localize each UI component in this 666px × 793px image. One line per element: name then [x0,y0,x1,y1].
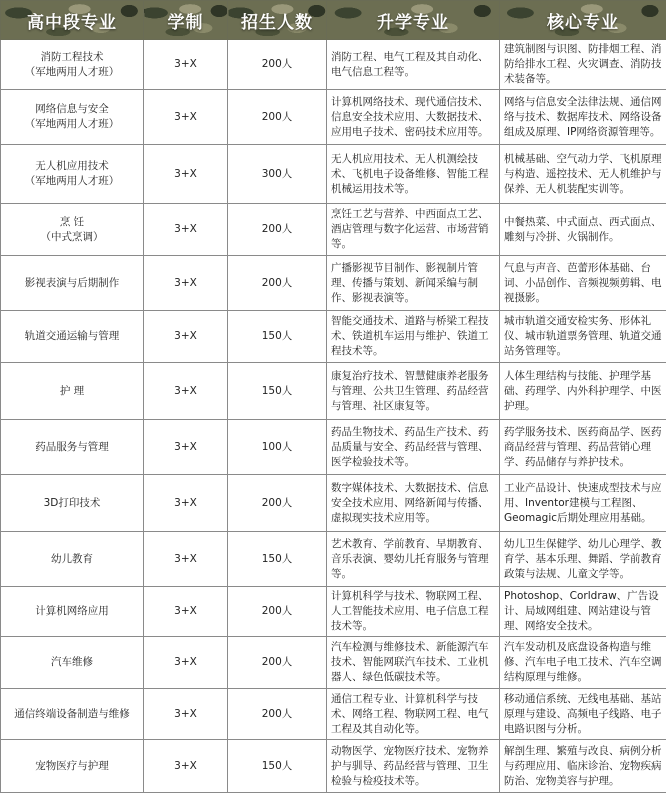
years-cell [144,40,228,90]
years-cell [144,256,228,311]
table-row [1,420,666,475]
years-value: 3+X [174,441,197,453]
table-row [1,475,666,532]
header-major: 高中段专业 [1,1,144,40]
further-text: 计算机网络技术、现代通信技术、信息安全技术应用、大数据技术、应用电子技术、密码技术应用等。 [331,96,489,138]
header-further: 升学专业 [327,1,500,40]
further-cell [327,363,500,420]
core-text: Photoshop、Corldraw、广告设计、局域网组建、网站建设与管理、网络安全技术。 [504,590,659,632]
years-cell [144,740,228,793]
count-value: 200人 [262,111,293,123]
count-value: 200人 [262,277,293,289]
major-cell [1,311,144,363]
count-cell [228,740,327,793]
further-text: 计算机科学与技术、物联网工程、人工智能技术应用、电子信息工程技术等。 [331,590,489,632]
core-cell [500,532,666,587]
core-cell [500,475,666,532]
further-text: 药品生物技术、药品生产技术、药品质量与安全、药品经营与管理、医学检验技术等。 [331,426,489,468]
count-value: 150人 [262,330,293,342]
major-cell [1,204,144,256]
years-cell [144,689,228,740]
years-cell [144,637,228,689]
major-cell [1,740,144,793]
major-subtitle: （军地两用人才班） [5,117,139,132]
core-cell [500,363,666,420]
further-text: 烹饪工艺与营养、中西面点工艺、酒店管理与数字化运营、市场营销等。 [331,208,489,250]
count-value: 300人 [262,168,293,180]
major-cell [1,363,144,420]
years-value: 3+X [174,497,197,509]
further-cell [327,204,500,256]
years-cell [144,532,228,587]
core-cell [500,311,666,363]
further-cell [327,689,500,740]
further-cell [327,256,500,311]
count-cell [228,363,327,420]
core-cell [500,637,666,689]
years-value: 3+X [174,58,197,70]
core-text: 城市轨道交通安检实务、形体礼仪、城市轨道票务管理、轨道交通站务管理等。 [504,315,662,357]
major-cell [1,145,144,204]
count-cell [228,637,327,689]
further-text: 康复治疗技术、智慧健康养老服务与管理、公共卫生管理、药品经营与管理、社区康复等。 [331,370,489,412]
core-text: 网络与信息安全法律法规、通信网络与技术、数据库技术、网络设备组成及原理、IP网络资源管理等。 [504,96,662,138]
table-row [1,256,666,311]
further-cell [327,145,500,204]
major-name: 网络信息与安全 [5,102,139,117]
years-value: 3+X [174,385,197,397]
table-row [1,587,666,637]
years-value: 3+X [174,760,197,772]
count-value: 200人 [262,497,293,509]
further-cell [327,740,500,793]
header-years: 学制 [144,1,228,40]
major-name: 药品服务与管理 [5,440,139,455]
years-value: 3+X [174,605,197,617]
years-value: 3+X [174,330,197,342]
years-cell [144,363,228,420]
further-text: 艺术教育、学前教育、早期教育、音乐表演、婴幼儿托育服务与管理等。 [331,538,489,580]
years-value: 3+X [174,553,197,565]
major-name: 通信终端设备制造与维修 [5,707,139,722]
major-cell [1,256,144,311]
count-value: 200人 [262,605,293,617]
years-value: 3+X [174,223,197,235]
count-value: 200人 [262,58,293,70]
years-value: 3+X [174,277,197,289]
count-value: 200人 [262,656,293,668]
core-cell [500,145,666,204]
further-cell [327,475,500,532]
further-text: 无人机应用技术、无人机测绘技术、飞机电子设备维修、智能工程机械运用技术等。 [331,153,489,195]
major-name: 3D打印技术 [5,496,139,511]
further-text: 广播影视节目制作、影视制片管理、传播与策划、新闻采编与制作、影视表演等。 [331,262,478,304]
count-cell [228,532,327,587]
core-cell [500,587,666,637]
count-value: 200人 [262,708,293,720]
table-body [1,40,666,793]
further-text: 通信工程专业、计算机科学与技术、网络工程、物联网工程、电气工程及其自动化等。 [331,693,489,735]
table-row [1,532,666,587]
major-name: 汽车维修 [5,655,139,670]
count-cell [228,689,327,740]
table-row [1,311,666,363]
header-count: 招生人数 [228,1,327,40]
core-text: 气息与声音、芭蕾形体基础、台词、小品创作、音频视频剪辑、电视摄影。 [504,262,662,304]
major-name: 无人机应用技术 [5,159,139,174]
count-cell [228,587,327,637]
count-value: 150人 [262,760,293,772]
major-name: 护 理 [5,384,139,399]
further-text: 动物医学、宠物医疗技术、宠物养护与驯导、药品经营与管理、卫生检验与检疫技术等。 [331,745,489,787]
core-cell [500,40,666,90]
major-name: 计算机网络应用 [5,604,139,619]
years-value: 3+X [174,708,197,720]
years-cell [144,204,228,256]
further-cell [327,40,500,90]
count-cell [228,420,327,475]
further-text: 汽车检测与维修技术、新能源汽车技术、智能网联汽车技术、工业机器人、绿色低碳技术等。 [331,641,489,683]
years-value: 3+X [174,656,197,668]
table-row [1,740,666,793]
major-cell [1,90,144,145]
core-cell [500,90,666,145]
core-cell [500,740,666,793]
count-cell [228,475,327,532]
major-name: 烹 饪 [5,215,139,230]
major-name: 宠物医疗与护理 [5,759,139,774]
core-text: 机械基础、空气动力学、飞机原理与构造、遥控技术、无人机维护与保养、无人机装配实训等。 [504,153,662,195]
core-text: 工业产品设计、快速成型技术与应用、Inventor建模与工程图、Geomagic后期处理应用基础。 [504,482,662,524]
core-text: 建筑制图与识图、防排烟工程、消防给排水工程、火灾调查、消防技术装备等。 [504,43,662,85]
table-row [1,145,666,204]
core-text: 幼儿卫生保健学、幼儿心理学、教育学、基本乐理、舞蹈、学前教育政策与法规、儿童文学等。 [504,538,662,580]
major-subtitle: （中式烹调） [5,230,139,245]
major-subtitle: （军地两用人才班） [5,65,139,80]
major-cell [1,420,144,475]
major-cell [1,587,144,637]
table-row [1,40,666,90]
major-cell [1,689,144,740]
years-cell [144,311,228,363]
table-row [1,637,666,689]
core-text: 人体生理结构与技能、护理学基础、药理学、内外科护理学、中医护理。 [504,370,662,412]
major-cell [1,532,144,587]
years-cell [144,145,228,204]
count-value: 150人 [262,385,293,397]
core-text: 药学服务技术、医药商品学、医药商品经营与管理、药品营销心理学、药品储存与养护技术。 [504,426,662,468]
further-cell [327,311,500,363]
count-cell [228,145,327,204]
major-name: 轨道交通运输与管理 [5,329,139,344]
major-name: 影视表演与后期制作 [5,276,139,291]
header-row [1,1,666,40]
further-cell [327,90,500,145]
further-cell [327,637,500,689]
core-cell [500,204,666,256]
count-cell [228,311,327,363]
count-cell [228,40,327,90]
count-value: 100人 [262,441,293,453]
further-text: 智能交通技术、道路与桥梁工程技术、铁道机车运用与维护、铁道工程技术等。 [331,315,489,357]
major-name: 消防工程技术 [5,50,139,65]
table-row [1,363,666,420]
further-cell [327,532,500,587]
table-row [1,689,666,740]
further-cell [327,420,500,475]
header-core: 核心专业 [500,1,666,40]
major-cell [1,475,144,532]
core-text: 解剖生理、繁殖与改良、病例分析与药理应用、临床诊治、宠物疾病防治、宠物美容与护理。 [504,745,662,787]
core-text: 中餐热菜、中式面点、西式面点、雕刻与冷拼、火锅制作。 [504,216,662,243]
years-value: 3+X [174,111,197,123]
years-cell [144,587,228,637]
core-text: 移动通信系统、无线电基础、基站原理与建设、高频电子线路、电子电路识图与分析。 [504,693,662,735]
count-cell [228,90,327,145]
core-cell [500,256,666,311]
count-cell [228,204,327,256]
years-value: 3+X [174,168,197,180]
core-text: 汽车发动机及底盘设备构造与维修、汽车电子电工技术、汽车空调结构原理与维修。 [504,641,662,683]
years-cell [144,475,228,532]
major-cell [1,637,144,689]
further-text: 消防工程、电气工程及其自动化、电气信息工程等。 [331,51,489,78]
major-subtitle: （军地两用人才班） [5,174,139,189]
count-value: 150人 [262,553,293,565]
table-row [1,90,666,145]
years-cell [144,420,228,475]
major-name: 幼儿教育 [5,552,139,567]
table-row [1,204,666,256]
years-cell [144,90,228,145]
further-text: 数字媒体技术、大数据技术、信息安全技术应用、网络新闻与传播、虚拟现实技术应用等。 [331,482,489,524]
further-cell [327,587,500,637]
count-value: 200人 [262,223,293,235]
core-cell [500,420,666,475]
table-header [1,1,666,40]
major-cell [1,40,144,90]
core-cell [500,689,666,740]
count-cell [228,256,327,311]
